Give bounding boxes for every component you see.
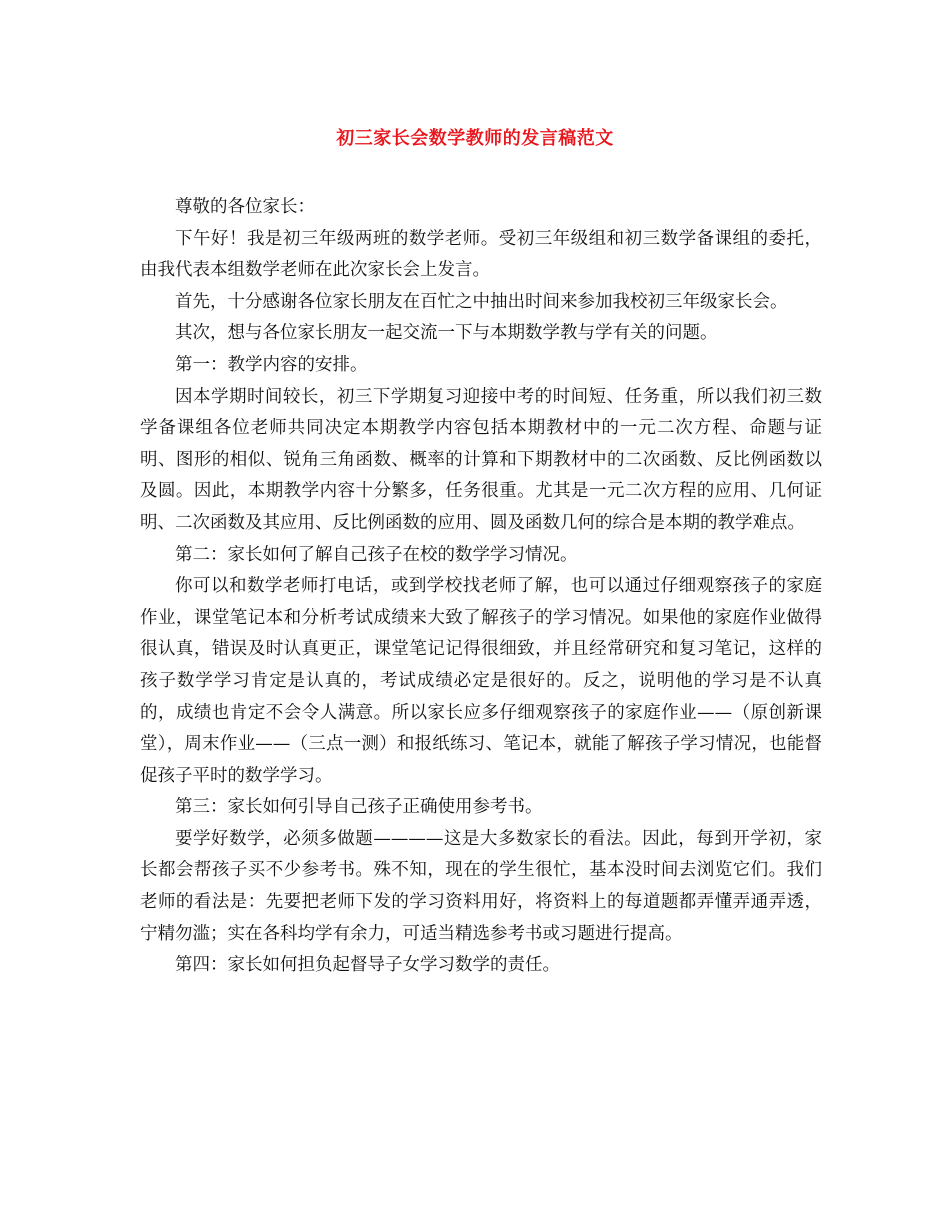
- section-heading-1: 第一：教学内容的安排。: [175, 354, 368, 375]
- section-heading-2: 第二：家长如何了解自己孩子在校的数学学习情况。: [175, 544, 578, 565]
- purpose-paragraph: 其次，想与各位家长朋友一起交流一下与本期数学教与学有关的问题。: [175, 323, 718, 344]
- document-title: 初三家长会数学教师的发言稿范文: [336, 128, 614, 149]
- greeting-paragraph: 下午好！我是初三年级两班的数学老师。受初三年级组和初三数学备课组的委托，由我代表本组数学老师在此次家长会上发言。: [140, 228, 822, 281]
- section-heading-3: 第三：家长如何引导自己孩子正确使用参考书。: [175, 797, 543, 818]
- document-body: [140, 192, 822, 982]
- salutation: 尊敬的各位家长：: [175, 197, 315, 217]
- section-heading-4: 第四：家长如何担负起督导子女学习数学的责任。: [175, 955, 560, 976]
- section-body-3: 要学好数学，必须多做题————这是大多数家长的看法。因此，每到开学初，家长都会帮孩子买不少参考书。殊不知，现在的学生很忙，基本没时间去浏览它们。我们老师的看法是：先要把老师下发的学习资料用好，将资料上的每道题都弄懂弄通弄透，宁精勿滥；实在各科均学有余力，可适当精选参考书或习题进行提高。: [140, 828, 822, 944]
- thanks-paragraph: 首先，十分感谢各位家长朋友在百忙之中抽出时间来参加我校初三年级家长会。: [175, 291, 788, 312]
- section-body-2: 你可以和数学老师打电话，或到学校找老师了解，也可以通过仔细观察孩子的家庭作业，课堂笔记本和分析考试成绩来大致了解孩子的学习情况。如果他的家庭作业做得很认真，错误及时认真更正，课堂笔记记得很细致，并且经常研究和复习笔记，这样的孩子数学学习肯定是认真的，考试成绩必定是很好的。反之，说明他的学习是不认真的，成绩也肯定不会令人满意。所以家长应多仔细观察孩子的家庭作业——（原创新课堂），周末作业——（三点一测）和报纸练习、笔记本，就能了解孩子学习情况，也能督促孩子平时的数学学习。: [140, 576, 822, 786]
- section-body-1: 因本学期时间较长，初三下学期复习迎接中考的时间短、任务重，所以我们初三数学备课组各位老师共同决定本期教学内容包括本期教材中的一元二次方程、命题与证明、图形的相似、锐角三角函数、概率的计算和下期教材中的二次函数、反比例函数以及圆。因此，本期教学内容十分繁多，任务很重。尤其是一元二次方程的应用、几何证明、二次函数及其应用、反比例函数的应用、圆及函数几何的综合是本期的教学难点。: [140, 386, 822, 533]
